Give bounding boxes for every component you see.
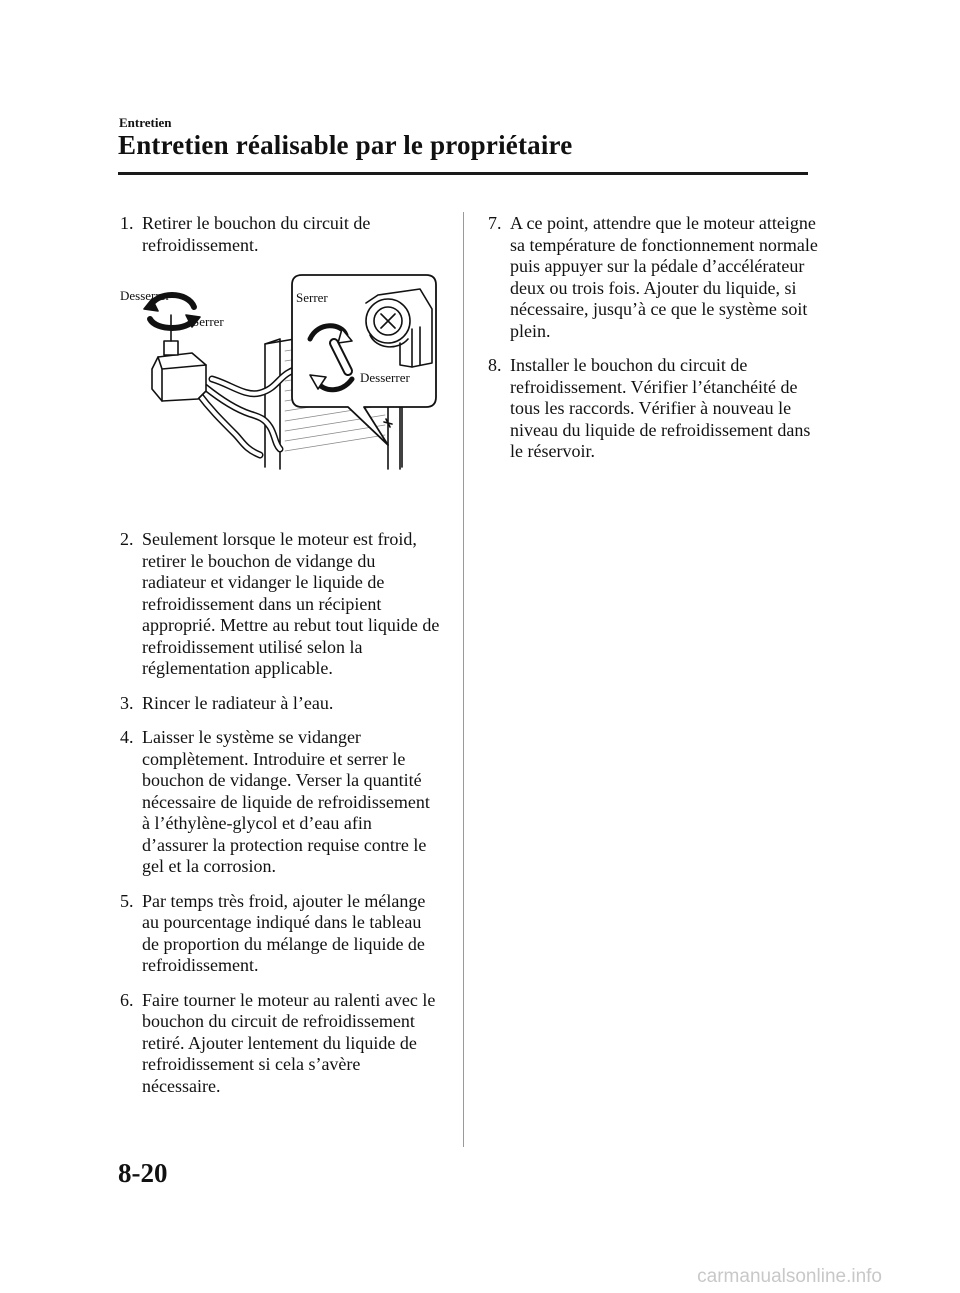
coolant-cap-illustration — [120, 269, 442, 509]
step-text: Retirer le bouchon du circuit de refroidissement. — [142, 213, 371, 255]
step-text: A ce point, attendre que le moteur atteigne sa température de fonctionnement normale puis appuyer sur la pédale d’accélérateur deux ou trois fois. Ajouter du liquide, si nécessaire, jusqu’à ce que le système soit plein. — [510, 213, 818, 341]
step-number: 3. — [120, 692, 134, 713]
label-serrer-reservoir: Serrer — [192, 314, 224, 329]
step-number: 5. — [120, 890, 134, 911]
page-number: 8-20 — [118, 1158, 168, 1188]
step-number: 4. — [120, 727, 134, 747]
step-text: Laisser le système se vidanger complètement. Introduire et serrer le bouchon de vidange. Verser la quantité nécessaire de liquide de refroidissement à l’éthylène-glycol et d’eau afin d’assurer la protection requise contre le gel et la corrosion. — [142, 727, 430, 876]
column-divider — [463, 212, 464, 1147]
step-8 — [488, 355, 818, 463]
right-column — [488, 213, 818, 476]
step-6 — [120, 990, 442, 1098]
label-desserrer-reservoir: Desserrer — [120, 288, 170, 303]
step-1 — [120, 213, 442, 256]
step-number: 7. — [488, 213, 502, 233]
step-text: Installer le bouchon du circuit de refroidissement. Vérifier l’étanchéité de tous les raccords. Vérifier à nouveau le niveau du liquide de refroidissement dans le réservoir. — [510, 355, 811, 461]
step-4 — [120, 727, 442, 878]
step-number: 8. — [488, 355, 502, 375]
page-title: Entretien réalisable par le propriétaire — [118, 130, 573, 160]
label-serrer-callout: Serrer — [296, 290, 328, 305]
step-2 — [120, 529, 442, 680]
left-column — [120, 213, 442, 1110]
step-text: Seulement lorsque le moteur est froid, retirer le bouchon de vidange du radiateur et vidanger le liquide de refroidissement dans un récipient approprié. Mettre au rebut tout liquide de refroidissement utilisé selon la réglementation applicable. — [142, 529, 440, 678]
step-text: Rincer le radiateur à l’eau. — [142, 692, 334, 713]
section-label: Entretien — [119, 115, 172, 130]
label-desserrer-callout: Desserrer — [360, 370, 410, 385]
step-text: Faire tourner le moteur au ralenti avec le bouchon du circuit de refroidissement retiré. Ajouter lentement du liquide de refroidissement si cela s’avère nécessaire. — [142, 989, 436, 1096]
step-5 — [120, 891, 442, 977]
step-7 — [488, 213, 818, 342]
step-text: Par temps très froid, ajouter le mélange au pourcentage indiqué dans le tableau de proportion du mélange de liquide de refroidissement. — [142, 890, 426, 975]
step-number: 2. — [120, 529, 134, 549]
step-number: 6. — [120, 989, 134, 1010]
step-number: 1. — [120, 213, 134, 233]
title-divider — [118, 172, 808, 175]
step-3 — [120, 693, 442, 715]
watermark: carmanualsonline.info — [697, 1266, 882, 1287]
